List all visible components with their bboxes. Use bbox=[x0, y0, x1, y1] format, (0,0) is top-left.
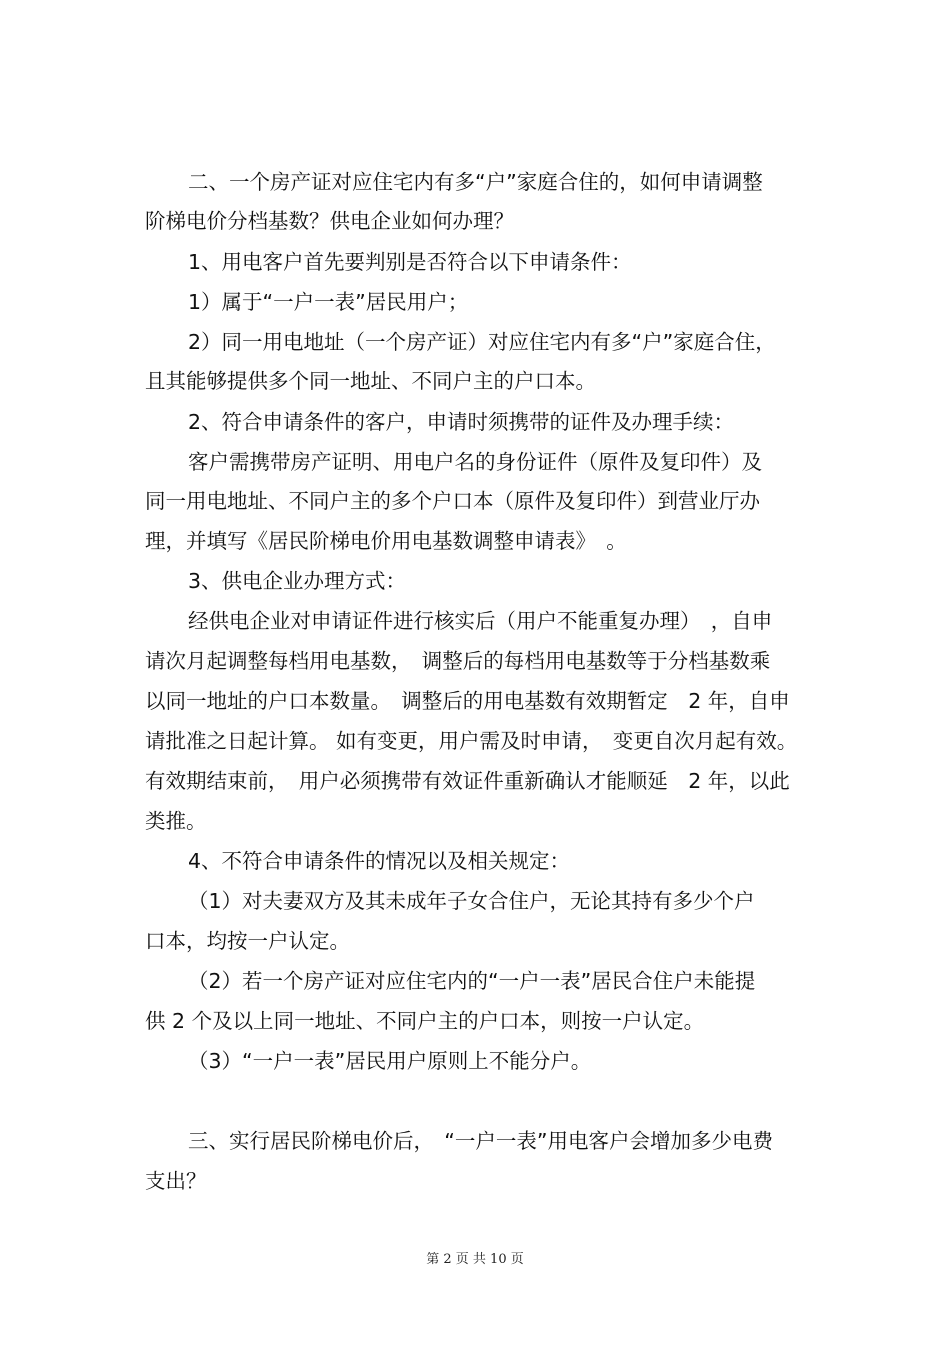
item-3-paragraph-line-5: 有效期结束前， 用户必须携带有效证件重新确认才能顺延 2 年，以此 bbox=[145, 769, 790, 793]
item-2-paragraph-line-2: 同一用电地址、不同户主的多个户口本（原件及复印件）到营业厅办 bbox=[145, 489, 760, 513]
section-three-heading-line-2: 支出？ bbox=[145, 1169, 207, 1193]
section-three-heading-line-1: 三、实行居民阶梯电价后， “一户一表”用电客户会增加多少电费 bbox=[188, 1129, 773, 1153]
condition-2-line-1: 2）同一用电地址（一个房产证）对应住宅内有多“户”家庭合住， bbox=[188, 330, 776, 354]
item-3-paragraph-line-1: 经供电企业对申请证件进行核实后（用户不能重复办理） ，自申 bbox=[188, 609, 773, 633]
item-1-heading: 1、用电客户首先要判别是否符合以下申请条件： bbox=[188, 250, 632, 274]
item-2-heading: 2、符合申请条件的客户，申请时须携带的证件及办理手续： bbox=[188, 410, 735, 434]
condition-1: 1）属于“一户一表”居民用户； bbox=[188, 290, 469, 314]
item-3-paragraph-line-4: 请批准之日起计算。 如有变更，用户需及时申请， 变更自次月起有效。 bbox=[145, 729, 798, 753]
item-3-paragraph-line-2: 请次月起调整每档用电基数， 调整后的每档用电基数等于分档基数乘 bbox=[145, 649, 771, 673]
rule-1-line-2: 口本，均按一户认定。 bbox=[145, 929, 350, 953]
section-two-heading-line-1: 二、一个房产证对应住宅内有多“户”家庭合住的，如何申请调整 bbox=[188, 170, 763, 194]
item-4-heading: 4、不符合申请条件的情况以及相关规定： bbox=[188, 849, 571, 873]
page-footer: 第 2 页 共 10 页 bbox=[426, 1252, 524, 1267]
condition-2-line-2: 且其能够提供多个同一地址、不同户主的户口本。 bbox=[145, 369, 596, 393]
item-3-heading: 3、供电企业办理方式： bbox=[188, 569, 407, 593]
rule-2-line-1: （2）若一个房产证对应住宅内的“一户一表”居民合住户未能提 bbox=[188, 969, 756, 993]
item-3-paragraph-line-6: 类推。 bbox=[145, 809, 207, 833]
item-2-paragraph-line-3: 理，并填写《居民阶梯电价用电基数调整申请表》 。 bbox=[145, 529, 627, 553]
rule-2-line-2: 供 2 个及以上同一地址、不同户主的户口本，则按一户认定。 bbox=[145, 1009, 705, 1033]
section-two-heading-line-2: 阶梯电价分档基数？供电企业如何办理？ bbox=[145, 209, 514, 233]
rule-1-line-1: （1）对夫妻双方及其未成年子女合住户，无论其持有多少个户 bbox=[188, 889, 755, 913]
rule-3: （3）“一户一表”居民用户原则上不能分户。 bbox=[188, 1049, 592, 1073]
item-2-paragraph-line-1: 客户需携带房产证明、用电户名的身份证件（原件及复印件）及 bbox=[188, 450, 762, 474]
item-3-paragraph-line-3: 以同一地址的户口本数量。 调整后的用电基数有效期暂定 2 年，自申 bbox=[145, 689, 790, 713]
